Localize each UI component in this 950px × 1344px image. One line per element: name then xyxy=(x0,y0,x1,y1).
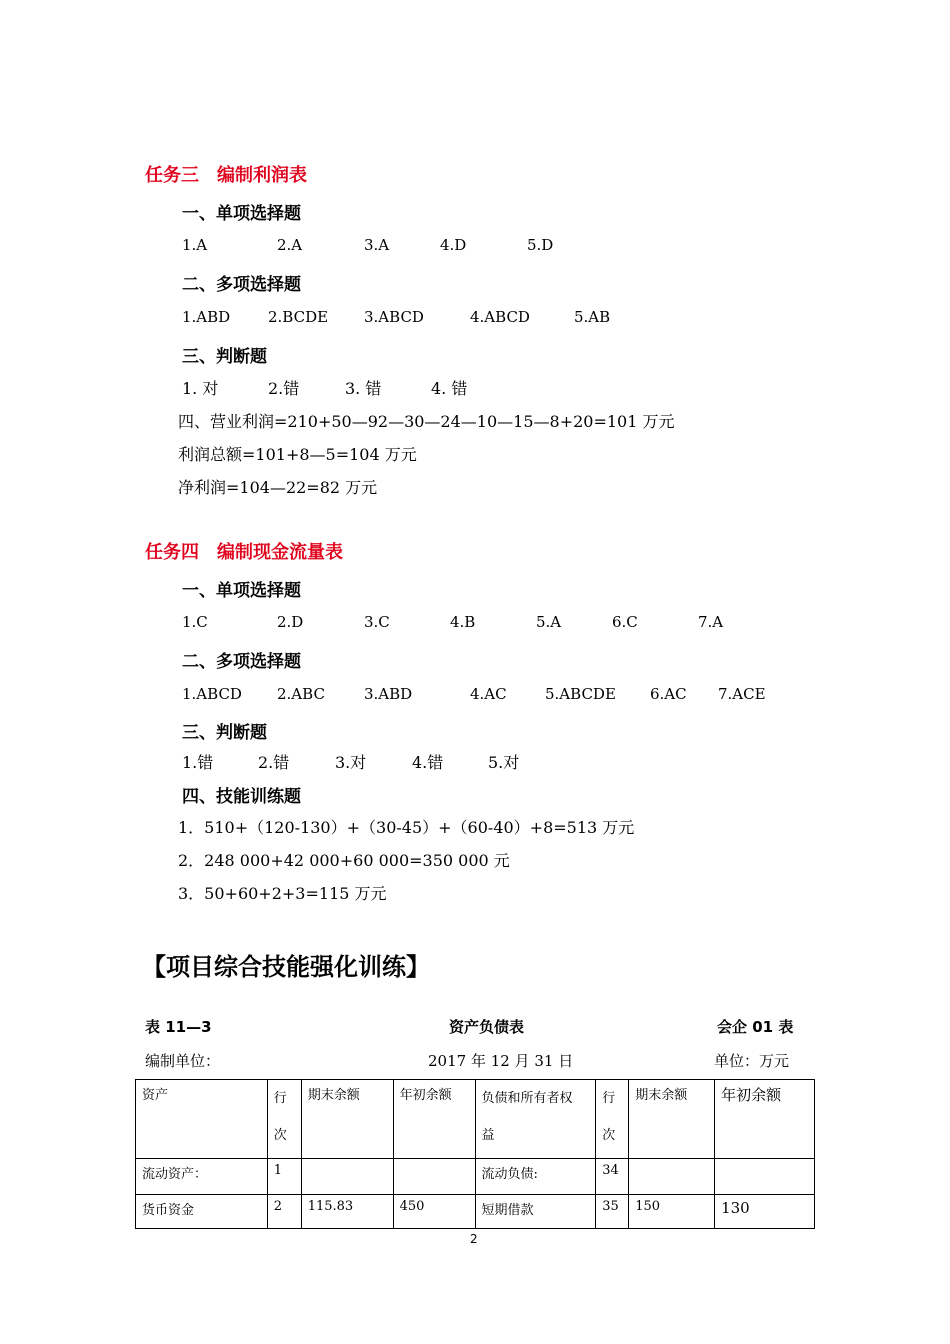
header-asset: 资产 xyxy=(136,1080,268,1159)
cell-row-no: 1 xyxy=(267,1159,301,1195)
task4-skill-title: 四、技能训练题 xyxy=(182,787,301,807)
answer: 6.C xyxy=(612,613,638,631)
cell-asset: 货币资金 xyxy=(136,1195,268,1229)
task4-multi-title: 二、多项选择题 xyxy=(182,652,301,672)
table-header-row xyxy=(136,1080,815,1159)
prepared-by-label: 编制单位： xyxy=(145,1052,221,1070)
answer: 4.B xyxy=(450,613,476,631)
form-number: 会企 01 表 xyxy=(717,1018,794,1036)
answer: 1.错 xyxy=(182,753,214,772)
cell-end-2: 150 xyxy=(629,1195,715,1229)
cell-asset: 流动资产： xyxy=(136,1159,268,1195)
task3-judge-title: 三、判断题 xyxy=(182,347,267,367)
cell-end: 115.83 xyxy=(301,1195,393,1229)
header-liabilities-line2: 益 xyxy=(481,1128,495,1143)
header-end-balance-2: 期末余额 xyxy=(629,1080,715,1159)
header-row-no xyxy=(267,1080,301,1159)
answer: 5.D xyxy=(527,236,554,254)
answer: 3. 错 xyxy=(345,379,382,398)
answer: 4.ABCD xyxy=(470,308,530,326)
header-end-balance: 期末余额 xyxy=(301,1080,393,1159)
answer: 2.ABC xyxy=(277,685,325,703)
answer: 3.ABD xyxy=(364,685,413,703)
answer: 5.对 xyxy=(488,753,520,772)
answer: 1. 对 xyxy=(182,379,219,398)
page-number: 2 xyxy=(470,1232,478,1246)
cell-begin: 450 xyxy=(393,1195,475,1229)
header-row-no2-line1: 行 xyxy=(602,1091,616,1106)
answer: 5.A xyxy=(536,613,562,631)
header-liabilities-line1: 负债和所有者权 xyxy=(481,1091,573,1106)
skill-answer: 1．510+（120-130）+（30-45）+（60-40）+8=513 万元 xyxy=(178,818,635,837)
cell-row-no-2: 34 xyxy=(596,1159,629,1195)
project-title: 【项目综合技能强化训练】 xyxy=(142,953,430,981)
answer: 1.ABCD xyxy=(182,685,242,703)
answer: 4. 错 xyxy=(431,379,468,398)
cell-row-no: 2 xyxy=(267,1195,301,1229)
skill-answer: 3．50+60+2+3=115 万元 xyxy=(178,884,387,903)
table-number: 表 11—3 xyxy=(145,1018,212,1036)
balance-sheet-title: 资产负债表 xyxy=(449,1018,525,1036)
answer: 1.C xyxy=(182,613,208,631)
calc-net-profit: 净利润=104—22=82 万元 xyxy=(178,478,378,497)
answer: 4.D xyxy=(440,236,467,254)
cell-begin xyxy=(393,1159,475,1195)
answer: 2.BCDE xyxy=(268,308,329,326)
task4-judge-title: 三、判断题 xyxy=(182,723,267,743)
cell-end-2 xyxy=(629,1159,715,1195)
header-row-no2-line2: 次 xyxy=(602,1128,616,1143)
answer: 3.A xyxy=(364,236,390,254)
header-begin-balance: 年初余额 xyxy=(393,1080,475,1159)
answer: 4.AC xyxy=(470,685,507,703)
answer: 3.ABCD xyxy=(364,308,424,326)
answer: 7.ACE xyxy=(718,685,766,703)
calc-total-profit: 利润总额=101+8—5=104 万元 xyxy=(178,445,417,464)
answer: 2.A xyxy=(277,236,303,254)
header-row-no-line1: 行 xyxy=(273,1091,287,1106)
header-begin-balance-2: 年初余额 xyxy=(715,1080,815,1159)
cell-liability: 短期借款 xyxy=(475,1195,596,1229)
header-liabilities xyxy=(475,1080,596,1159)
skill-answer: 2．248 000+42 000+60 000=350 000 元 xyxy=(178,851,510,870)
task4-title: 任务四 编制现金流量表 xyxy=(145,542,343,563)
answer: 2.D xyxy=(277,613,304,631)
answer: 5.ABCDE xyxy=(545,685,616,703)
currency-unit: 单位：万元 xyxy=(714,1052,790,1070)
answer: 1.A xyxy=(182,236,208,254)
answer: 7.A xyxy=(698,613,724,631)
answer: 2.错 xyxy=(258,753,290,772)
answer: 6.AC xyxy=(650,685,687,703)
header-row-no-2 xyxy=(596,1080,629,1159)
task3-single-title: 一、单项选择题 xyxy=(182,204,301,224)
table-row xyxy=(136,1159,815,1195)
cell-liability: 流动负债: xyxy=(475,1159,596,1195)
answer: 1.ABD xyxy=(182,308,231,326)
task3-multi-title: 二、多项选择题 xyxy=(182,275,301,295)
table-row xyxy=(136,1195,815,1229)
balance-sheet-table xyxy=(135,1079,815,1229)
calc-operating-profit: 四、营业利润=210+50—92—30—24—10—15—8+20=101 万元 xyxy=(178,412,675,431)
cell-end xyxy=(301,1159,393,1195)
cell-begin-2: 130 xyxy=(715,1195,815,1229)
task3-title: 任务三 编制利润表 xyxy=(145,165,307,186)
answer: 4.错 xyxy=(412,753,444,772)
answer: 2.错 xyxy=(268,379,300,398)
task4-single-title: 一、单项选择题 xyxy=(182,581,301,601)
answer: 3.C xyxy=(364,613,390,631)
answer: 5.AB xyxy=(574,308,611,326)
cell-row-no-2: 35 xyxy=(596,1195,629,1229)
cell-begin-2 xyxy=(715,1159,815,1195)
answer: 3.对 xyxy=(335,753,367,772)
header-row-no-line2: 次 xyxy=(273,1128,287,1143)
report-date: 2017 年 12 月 31 日 xyxy=(428,1052,574,1070)
